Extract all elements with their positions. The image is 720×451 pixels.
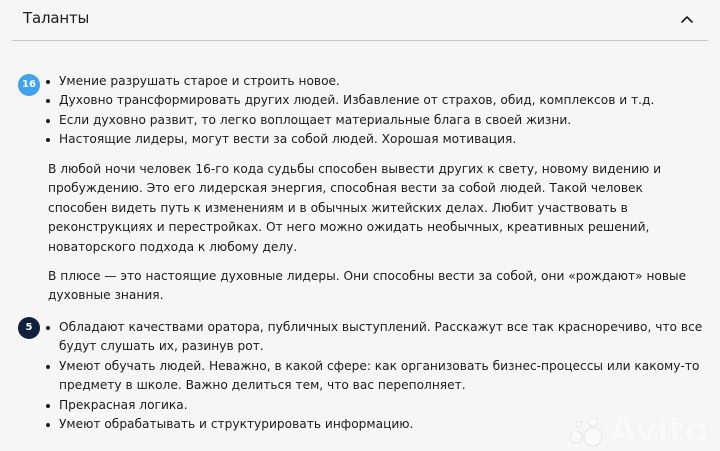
talents-section-header[interactable] — [12, 0, 708, 41]
list-item: Настоящие лидеры, могут вести за собой людей. Хорошая мотивация. — [43, 130, 703, 149]
list-item: Прекрасная логика. — [43, 396, 703, 415]
section-title: Таланты — [23, 9, 90, 27]
watermark-text: Avito — [608, 410, 708, 451]
code-5-badge: 5 — [18, 317, 40, 339]
code-16-badge: 16 — [18, 74, 40, 96]
code-16-bullet-list — [43, 72, 703, 150]
list-item: Духовно трансформировать других людей. Избавление от страхов, обид, комплексов и т.д. — [43, 91, 703, 110]
code-16-plus-description: В плюсе — это настоящие духовные лидеры. Они способны вести за собой, они «рождают» новые духовные знания. — [48, 269, 687, 303]
code-16-description: В любой ночи человек 16-го кода судьбы способен вывести других к свету, новому видению и пробуждению. Это его лидерская энергия, способная вести за собой людей. Такой человек способен видеть путь к изменениям и в обычных житейских делах. Любит участвовать в реконструкциях и перестройках. От него можно ожидать необычных, креативных решений, новаторского подхода к любому делу. — [48, 162, 662, 254]
list-item: Обладают качествами оратора, публичных выступлений. Расскажут все так красноречиво, что все будут слушать их, разинув рот. — [43, 318, 703, 357]
list-item: Умение разрушать старое и строить новое. — [43, 72, 703, 91]
chevron-up-icon[interactable] — [680, 14, 694, 24]
avito-logo-icon — [563, 415, 607, 447]
list-item: Если духовно развит, то легко воплощает материальные блага в своей жизни. — [43, 111, 703, 130]
avito-watermark — [563, 410, 708, 451]
list-item: Умеют обучать людей. Неважно, в какой сфере: как организовать бизнес-процессы или какому-то предмету в школе. Важно делиться тем, что вас переполняет. — [43, 357, 703, 396]
list-item: Умеют обрабатывать и структурировать информацию. — [43, 415, 703, 434]
section-content — [0, 41, 720, 451]
